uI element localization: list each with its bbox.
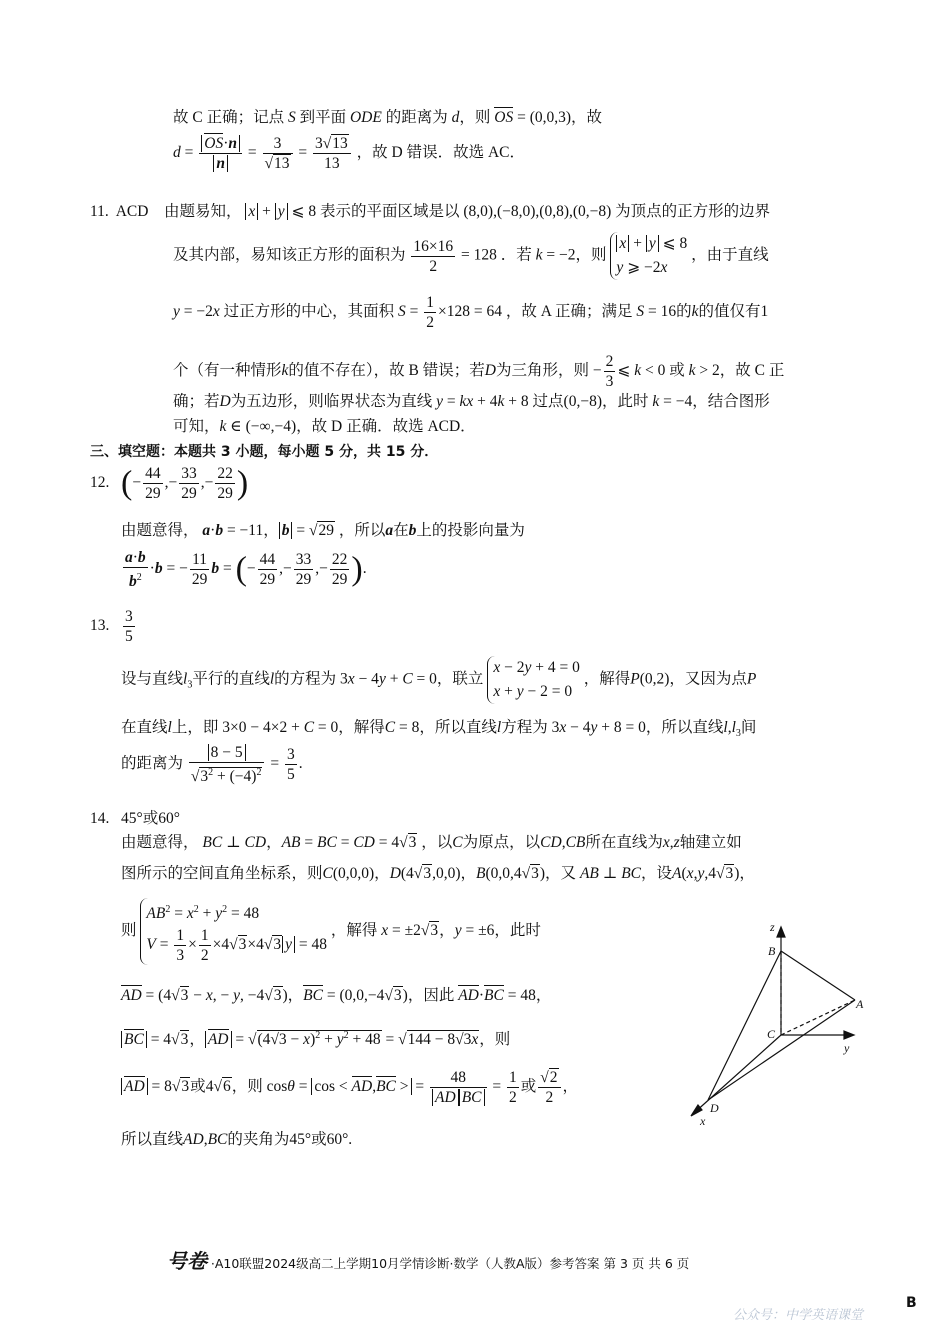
text: ．若 [500,246,532,264]
text: 轴建立如 [679,834,742,851]
text: 表示的平面区域是以 [320,203,460,220]
edge-BD [708,951,781,1100]
text: 到平面 [299,109,347,126]
text: 由题易知， [163,203,242,220]
text: ，则 [479,1031,511,1048]
text: 上，即 [171,719,219,736]
text: 或 [669,362,685,380]
text: 为五边形，则临界状态为直线 [230,393,433,410]
text: ，解得 [338,719,385,736]
text: 上的投影向量为 [416,522,525,539]
q10-line1: 故 C 正确；记点 S 到平面 ODE 的距离为 d，则 OS = (0,0,3)，故 [173,109,603,126]
text: ，又因为点 [669,670,747,688]
text: ，所以 [338,522,386,539]
text: 为三角形，则 [495,362,589,380]
text: 在 [393,522,409,539]
text: 故 C 正确；记点 [173,109,285,126]
text: ，联立 [436,670,484,688]
text: ，故 D 错误．故选 AC． [356,144,526,162]
label-y: y [844,1041,850,1055]
text: 为原点，以 [462,834,541,851]
text: ，结合图形 [692,393,770,410]
q11-line1: 11. ACD 由题易知， x + y ⩽ 8 表示的平面区域是以 (8,0),(−8,0),(0,8),(0,−8) 为顶点的正方形的边界 [90,203,771,220]
label-B: B [768,944,776,958]
text: 的值不存在），故 B 错误；若 [288,362,485,380]
text: ，则 [459,109,491,126]
text: 图所示的空间直角坐标系，则 [121,865,323,882]
text: 或 [190,1078,206,1096]
q14-line4: AD = (4√3 − x, − y, −4√3)，BC = (0,0,−4√3)，因此 AD·BC = 48， [121,987,552,1004]
q13-line1: 设与直线$l_3$平行的直线l的方程为 3x − 4y + C = 0，联立 x − 2y + 4 = 0 x + y − 2 = 0 ，解得P(0,2)，又因为点P [121,656,756,704]
text: 的值仅有1 [698,303,769,321]
edge-CA [781,1000,855,1035]
text: ，因此 [407,987,455,1004]
text: 及其内部，易知该正方形的面积为 [173,246,406,264]
text: 的方程为 [274,670,337,688]
q11-line3: y = −2x 过正方形的中心，其面积 S = $\frac{1}{2}$ ×128 = 64 ，故 A 正确；满足 S = 16的k的值仅有1 [173,294,769,331]
label-z: z [770,920,775,934]
q11-line5: 确；若D为五边形，则临界状态为直线 y = kx + 4k + 8 过点(0,−8)，此时 k = −4，结合图形 [173,393,770,410]
text: 设与直线 [121,670,184,688]
x-axis [694,1035,781,1113]
text: 间 [740,719,757,736]
footer [167,1245,689,1274]
label-x: x [700,1114,706,1128]
q11-line2: 及其内部，易知该正方形的面积为 $\frac{16\times 16}{2}$ = 128 ．若 k = −2，则 x + y ⩽ 8 y ⩾ −2x ，由于直线 [173,232,769,280]
text: 确；若 [173,393,220,410]
text: ，则 [575,246,607,264]
question-number: 12. [90,474,110,492]
text: ，解得 [583,670,631,688]
corner-letter: B [906,1295,917,1311]
q14-line1: 由题意得， BC ⊥ CD，AB = BC = CD = 4√3 ，以C为原点，以CD,CB所在直线为x,z轴建立如 [121,834,742,851]
text: ，所以直线 [645,719,724,736]
question-number: 11. [90,203,109,220]
footer-logo: 号卷 [167,1249,207,1273]
text: 的夹角为 [227,1131,290,1148]
text: ，所以直线 [419,719,497,736]
text: ，又 [545,865,577,882]
answer: ACD [115,203,149,220]
q11-line6: 可知，k ∈ (−∞,−4)，故 D 正确．故选 ACD． [173,418,476,435]
y-arrow [844,1031,854,1039]
text: 过正方形的中心，其面积 [223,303,395,321]
label-A: A [856,997,864,1011]
text: ，故 A 正确；满足 [505,303,633,321]
text: 由题意得， [121,834,199,851]
text: 过点 [532,393,564,410]
text: 的距离为 [385,109,448,126]
text: 为顶点的正方形的边界 [615,203,771,220]
text: 或 [311,1131,327,1148]
text: ，此时 [494,922,541,940]
text: 可知， [173,418,220,435]
watermark: 公众号：中学英语课堂 [733,1308,864,1323]
edge-BA [781,951,855,1000]
text: 或 [142,810,159,827]
text: 或 [520,1078,537,1096]
text: 所在直线为 [585,834,663,851]
text: ，故 D 正确．故选 ACD． [296,418,476,435]
question-number: 14. [90,810,110,827]
q12-line2: $\frac{a\cdot b}{b^2}$ ·b = − $\frac{11}{29}$ b = (− $\frac{44}{29}$ ,− $\frac{33}{29}$ ,− $\frac{22}{29}$ ). [125,549,367,591]
section-heading: 三、填空题：本题共 3 小题，每小题 5 分，共 15 分． [90,444,439,460]
q12-line1: 由题意得， a·b = −11， b = √29 ，所以a在b上的投影向量为 [121,522,525,539]
q14-line3: 则 $AB^2 = x^2 + y^2 = 48$ V = $\frac{1}{3}$ × $\frac{1}{2}$ ×4√3×4√3 y = 48 ，解得 x = ±2√3，y = ±6，此时 [121,898,541,965]
label-C: C [767,1027,776,1041]
text: 在直线 [121,719,168,736]
q14-line5: BC = 4√3， AD = $√(4√3 - x)^2 + y^2 + 48 = √144 - 8√3x$，则 [121,1027,510,1049]
text: ，则 [231,1078,263,1096]
question-number: 13. [90,617,110,635]
q14-line2: 图所示的空间直角坐标系，则C(0,0,0)，D(4√3,0,0)，B(0,0,4√3)，又 AB ⊥ BC，设A(x,y,4√3)， [121,865,755,882]
text: 个（有一种情形 [173,362,282,380]
q14-answer: 14. 45°或60° [90,810,180,827]
q12-answer: 12. (− $\frac{44}{29}$ ,− $\frac{33}{29}$ ,− $\frac{22}{29}$ ) [90,464,249,502]
q11-line4: 个（有一种情形k的值不存在），故 B 错误；若D为三角形，则 − $\frac{2}{3}$ ⩽ k < 0 或 k > 2，故 C 正 [173,353,785,390]
footer-text: ·A10联盟2024级高二上学期10月学情诊断·数学（人教A版）参考答案 第 3 页 共 6 页 [210,1256,690,1271]
text: ，解得 [330,922,378,940]
q13-answer: 13. $\frac{3}{5}$ [90,608,133,645]
label-D: D [710,1101,719,1115]
geometry-figure [680,915,880,1130]
text: ，以 [421,834,453,851]
text: ，故 C 正 [719,362,785,380]
text: ，故 [571,109,603,126]
z-arrow [777,927,785,937]
text: 平行的直线 [192,670,270,688]
text: 由题意得， [121,522,199,539]
q14-line7: 所以直线AD,BC的夹角为45°或60°. [121,1131,353,1148]
text: 则 [121,922,137,940]
text: 的距离为 [121,755,184,773]
text: 方程为 [501,719,548,736]
text: ，此时 [602,393,649,410]
text: ，设 [641,865,673,882]
text: 所以直线 [121,1131,184,1148]
q10-line2: d = $\frac{OS\cdot n}{n}$ = $\frac{3}{√13}$ = $\frac{3√13}{13}$ ，故 D 错误．故选 AC． [173,135,526,172]
q13-line3: 的距离为 $\frac{8 - 5}{√3^2 + (-4)^2}$ = $\frac{3}{5}$ . [121,744,303,786]
q13-line2: 在直线l上，即 3×0 − 4×2 + C = 0，解得C = 8，所以直线l方程为 3x − 4y + 8 = 0，所以直线$l,l_3$间 [121,719,757,740]
text: ，由于直线 [691,246,769,264]
q14-line6: AD = 8√3或4√6，则 cosθ = cos < AD,BC > = $\frac{48}{\text{AD BC}}$ = $\frac{1}{2}$ 或 $\frac{√2}{2}$ ， [121,1068,578,1107]
text: 的 [676,303,692,321]
